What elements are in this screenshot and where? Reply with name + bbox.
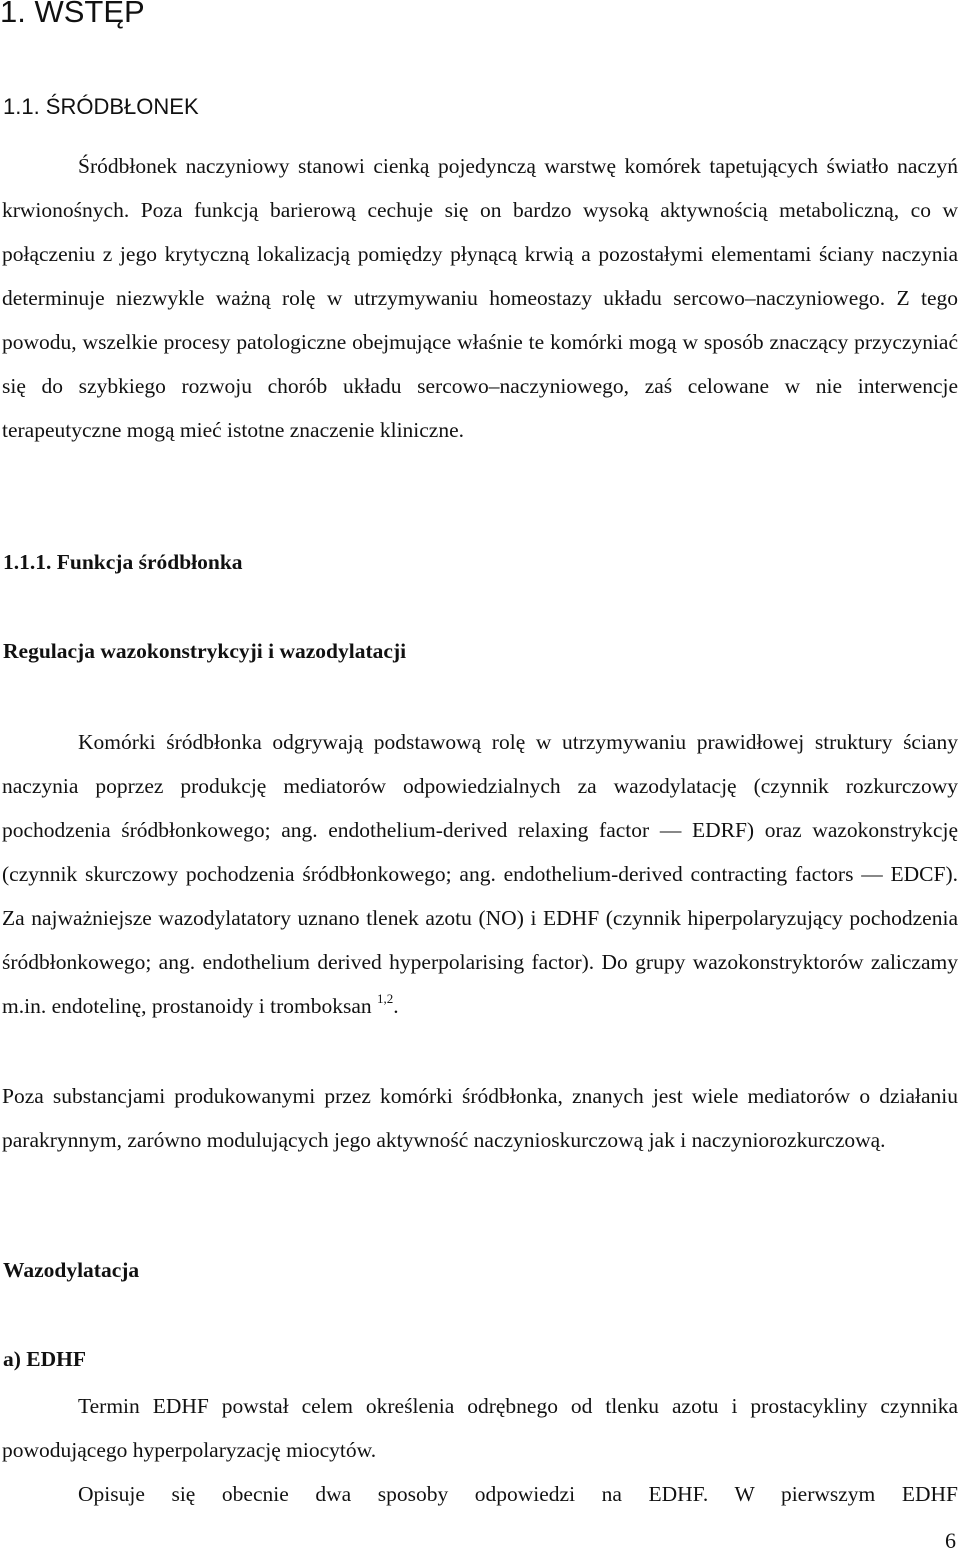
edhf-heading: a) EDHF — [3, 1347, 87, 1371]
section-heading: 1.1. ŚRÓDBŁONEK — [3, 94, 199, 119]
edhf-paragraph — [2, 1384, 958, 1472]
regulation-paragraph — [2, 720, 958, 1028]
page-number: 6 — [945, 1528, 956, 1553]
edhf-paragraph-text: Termin EDHF powstał celem określenia odrębnego od tlenku azotu i prostacykliny czynnika powodującego hyperpolaryzację miocytów. — [2, 1394, 958, 1462]
chapter-heading: 1. WSTĘP — [0, 0, 145, 29]
edhf-response-text: Opisuje się obecnie dwa sposoby odpowiedzi na EDHF. W pierwszym EDHF — [78, 1482, 958, 1506]
intro-paragraph-text: Śródbłonek naczyniowy stanowi cienką pojedynczą warstwę komórek tapetujących światło naczyń krwionośnych. Poza funkcją barierową cechuje się on bardzo wysoką aktywnością metaboliczną, co w połączeniu z jego krytyczną lokalizacją pomiędzy płynącą krwią a pozostałymi elementami ściany naczynia determinuje niezwykle ważną rolę w utrzymywaniu homeostazy układu sercowo–naczyniowego. Z tego powodu, wszelkie procesy patologiczne obejmujące właśnie te komórki mogą w sposób znaczący przyczyniać się do szybkiego rozwoju chorób układu sercowo–naczyniowego, zaś celowane w nie interwencje terapeutyczne mogą mieć istotne znaczenie kliniczne. — [2, 154, 958, 442]
subsection-heading: 1.1.1. Funkcja śródbłonka — [3, 550, 243, 574]
edhf-response-paragraph — [2, 1472, 958, 1516]
regulation-paragraph-end: . — [393, 994, 399, 1018]
regulation-paragraph-text: Komórki śródbłonka odgrywają podstawową rolę w utrzymywaniu prawidłowej struktury ściany naczynia poprzez produkcję mediatorów odpowiedzialnych za wazodylatację (czynnik rozkurczowy pochodzenia śródbłonkowego; ang. endothelium-derived relaxing factor — EDRF) oraz wazokonstrykcję (czynnik skurczowy pochodzenia śródbłonkowego; ang. endothelium-derived contracting factors — EDCF). Za najważniejsze wazodylatatory uznano tlenek azotu (NO) i EDHF (czynnik hiperpolaryzujący pochodzenia śródbłonkowego; ang. endothelium derived hyperpolarising factor). Do grupy wazokonstryktorów zaliczamy m.in. endotelinę, prostanoidy i tromboksan — [2, 730, 958, 1018]
paracrine-paragraph: Poza substancjami produkowanymi przez komórki śródbłonka, znanych jest wiele mediatorów o działaniu parakrynnym, zarówno modulujących jego aktywność naczynioskurczową jak i naczyniorozkurczową. — [2, 1084, 958, 1152]
topic-heading: Regulacja wazokonstrykcyji i wazodylatacji — [3, 639, 407, 663]
vasodilation-heading: Wazodylatacja — [3, 1258, 140, 1282]
citation-ref: 1,2 — [377, 991, 394, 1006]
intro-paragraph — [2, 144, 958, 452]
